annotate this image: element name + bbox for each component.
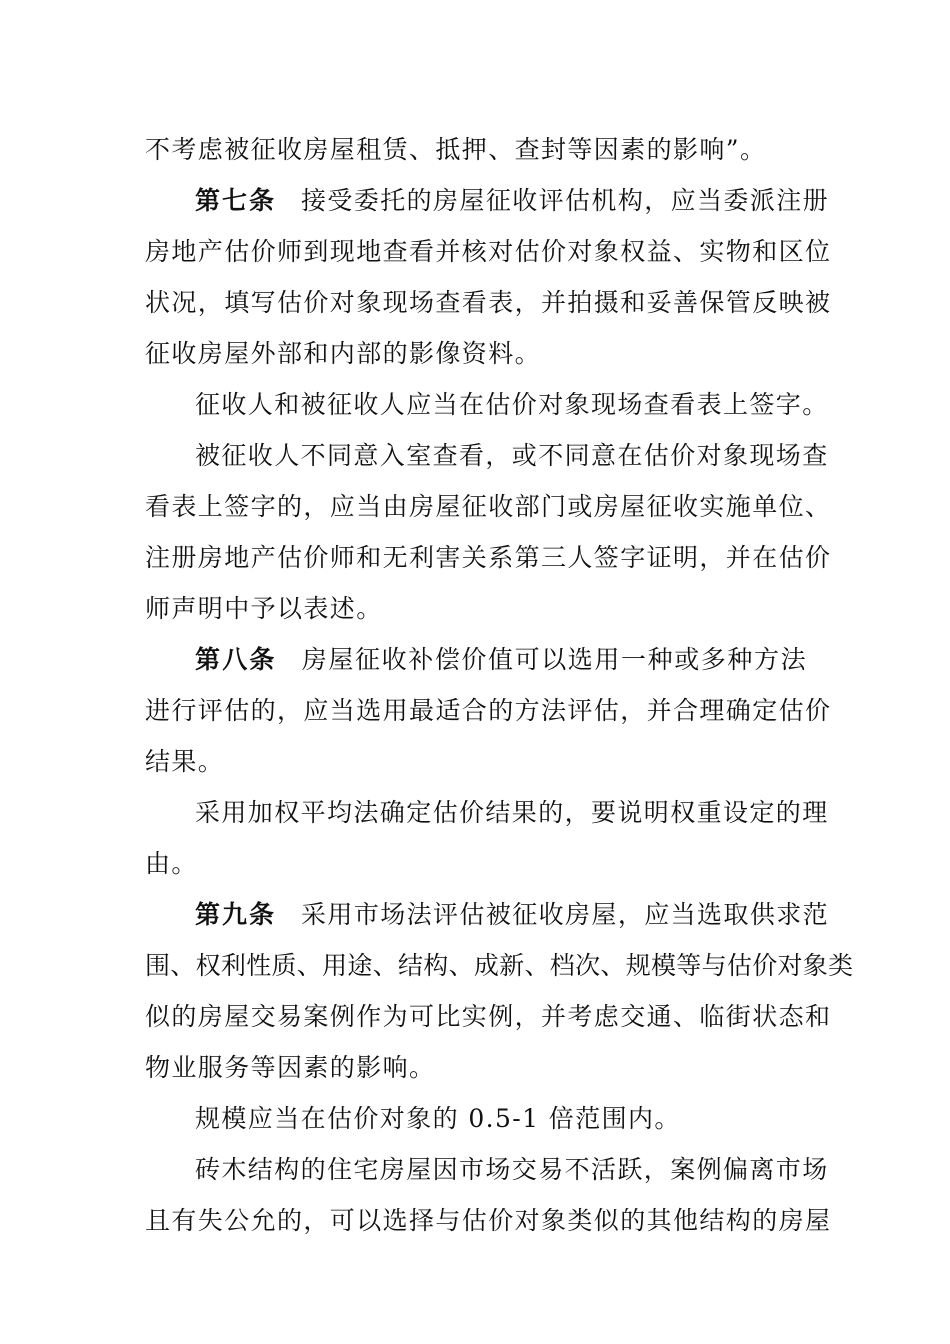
text-line: 似的房屋交易案例作为可比实例，并考虑交通、临街状态和	[145, 1002, 832, 1031]
document-body	[145, 124, 854, 1246]
paragraph-line: 被征收人不同意入室查看，或不同意在估价对象现场查	[195, 441, 829, 470]
text-line: 由。	[145, 849, 198, 878]
text-line: 看表上签字的，应当由房屋征收部门或房屋征收实施单位、	[145, 492, 832, 521]
text-line: 且有失公允的，可以选择与估价对象类似的其他结构的房屋	[145, 1206, 832, 1235]
text-line: 进行评估的，应当选用最适合的方法评估，并合理确定估价	[145, 696, 832, 725]
text-line: 师声明中予以表述。	[145, 594, 383, 623]
text-line: 不考虑被征收房屋租赁、抵押、查封等因素的影响”。	[145, 135, 767, 164]
text-line: 征收房屋外部和内部的影像资料。	[145, 339, 542, 368]
article-number: 第八条	[195, 645, 277, 674]
text-line: 房地产估价师到现地查看并核对估价对象权益、实物和区位	[145, 237, 832, 266]
article-text: 采用市场法评估被征收房屋，应当选取供求范	[301, 900, 830, 929]
article-9-line	[145, 889, 830, 940]
article-7-line	[145, 175, 830, 226]
text-line: 注册房地产估价师和无利害关系第三人签字证明，并在估价	[145, 543, 832, 572]
article-8-line	[145, 634, 807, 685]
text-line: 物业服务等因素的影响。	[145, 1053, 436, 1082]
article-number: 第七条	[195, 186, 277, 215]
paragraph-line: 规模应当在估价对象的 0.5-1 倍范围内。	[195, 1104, 681, 1133]
paragraph-line: 砖木结构的住宅房屋因市场交易不活跃，案例偏离市场	[195, 1155, 829, 1184]
article-text: 接受委托的房屋征收评估机构，应当委派注册	[301, 186, 830, 215]
article-text: 房屋征收补偿价值可以选用一种或多种方法	[301, 645, 807, 674]
article-number: 第九条	[195, 900, 277, 929]
text-line: 状况，填写估价对象现场查看表，并拍摄和妥善保管反映被	[145, 288, 832, 317]
paragraph-line: 征收人和被征收人应当在估价对象现场查看表上签字。	[195, 390, 829, 419]
text-line: 结果。	[145, 747, 225, 776]
text-line: 围、权利性质、用途、结构、成新、档次、规模等与估价对象类	[145, 951, 854, 980]
paragraph-line: 采用加权平均法确定估价结果的，要说明权重设定的理	[195, 798, 829, 827]
